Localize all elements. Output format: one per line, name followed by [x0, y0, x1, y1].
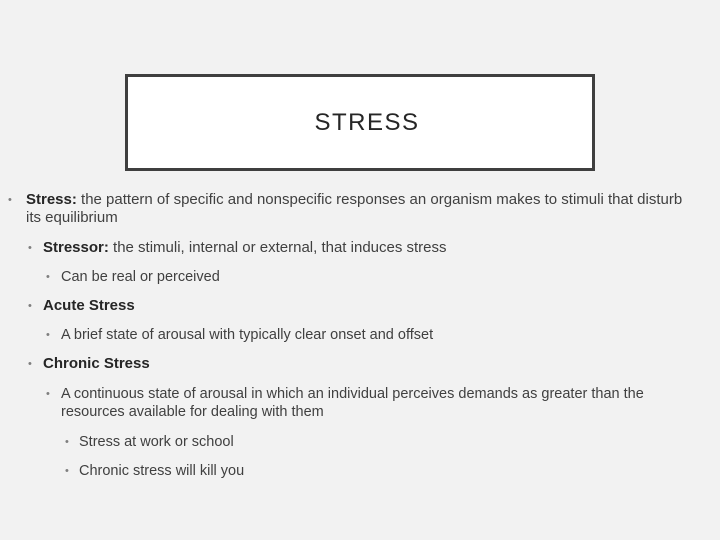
bullet-lead: Stress: — [26, 191, 77, 208]
bullet-text: Chronic stress will kill you — [79, 463, 245, 479]
bullet-text: Chronic Stress — [43, 355, 150, 372]
bullet-icon: • — [46, 388, 50, 400]
list-item — [28, 297, 683, 315]
bullet-icon: • — [8, 194, 12, 206]
bullet-icon: • — [65, 436, 69, 448]
bullet-lead: Stressor: — [43, 239, 109, 256]
list-item — [28, 355, 683, 373]
list-item — [46, 385, 709, 421]
bullet-text: A brief state of arousal with typically clear onset and offset — [61, 327, 434, 343]
list-item — [8, 191, 686, 227]
slide-title-box — [125, 74, 595, 171]
bullet-text: Can be real or perceived — [61, 269, 220, 285]
list-item — [65, 462, 679, 480]
bullet-icon: • — [28, 242, 32, 254]
bullet-icon: • — [65, 465, 69, 477]
bullet-icon: • — [28, 358, 32, 370]
list-item — [28, 239, 683, 257]
list-item — [46, 268, 681, 286]
bullet-text: Stress at work or school — [79, 434, 234, 450]
bullet-text: Acute Stress — [43, 297, 135, 314]
bullet-icon: • — [46, 271, 50, 283]
bullet-icon: • — [28, 300, 32, 312]
bullet-text: the pattern of specific and nonspecific responses an organism makes to stimuli that disturb its equilibrium — [26, 191, 683, 226]
list-item — [46, 326, 681, 344]
bullet-text: the stimuli, internal or external, that induces stress — [108, 239, 447, 256]
bullet-icon: • — [46, 329, 50, 341]
bullet-text: A continuous state of arousal in which an individual perceives demands as greater than the resources available for dealing with them — [61, 386, 644, 420]
list-item — [65, 433, 679, 451]
slide-title: STRESS — [314, 108, 420, 136]
